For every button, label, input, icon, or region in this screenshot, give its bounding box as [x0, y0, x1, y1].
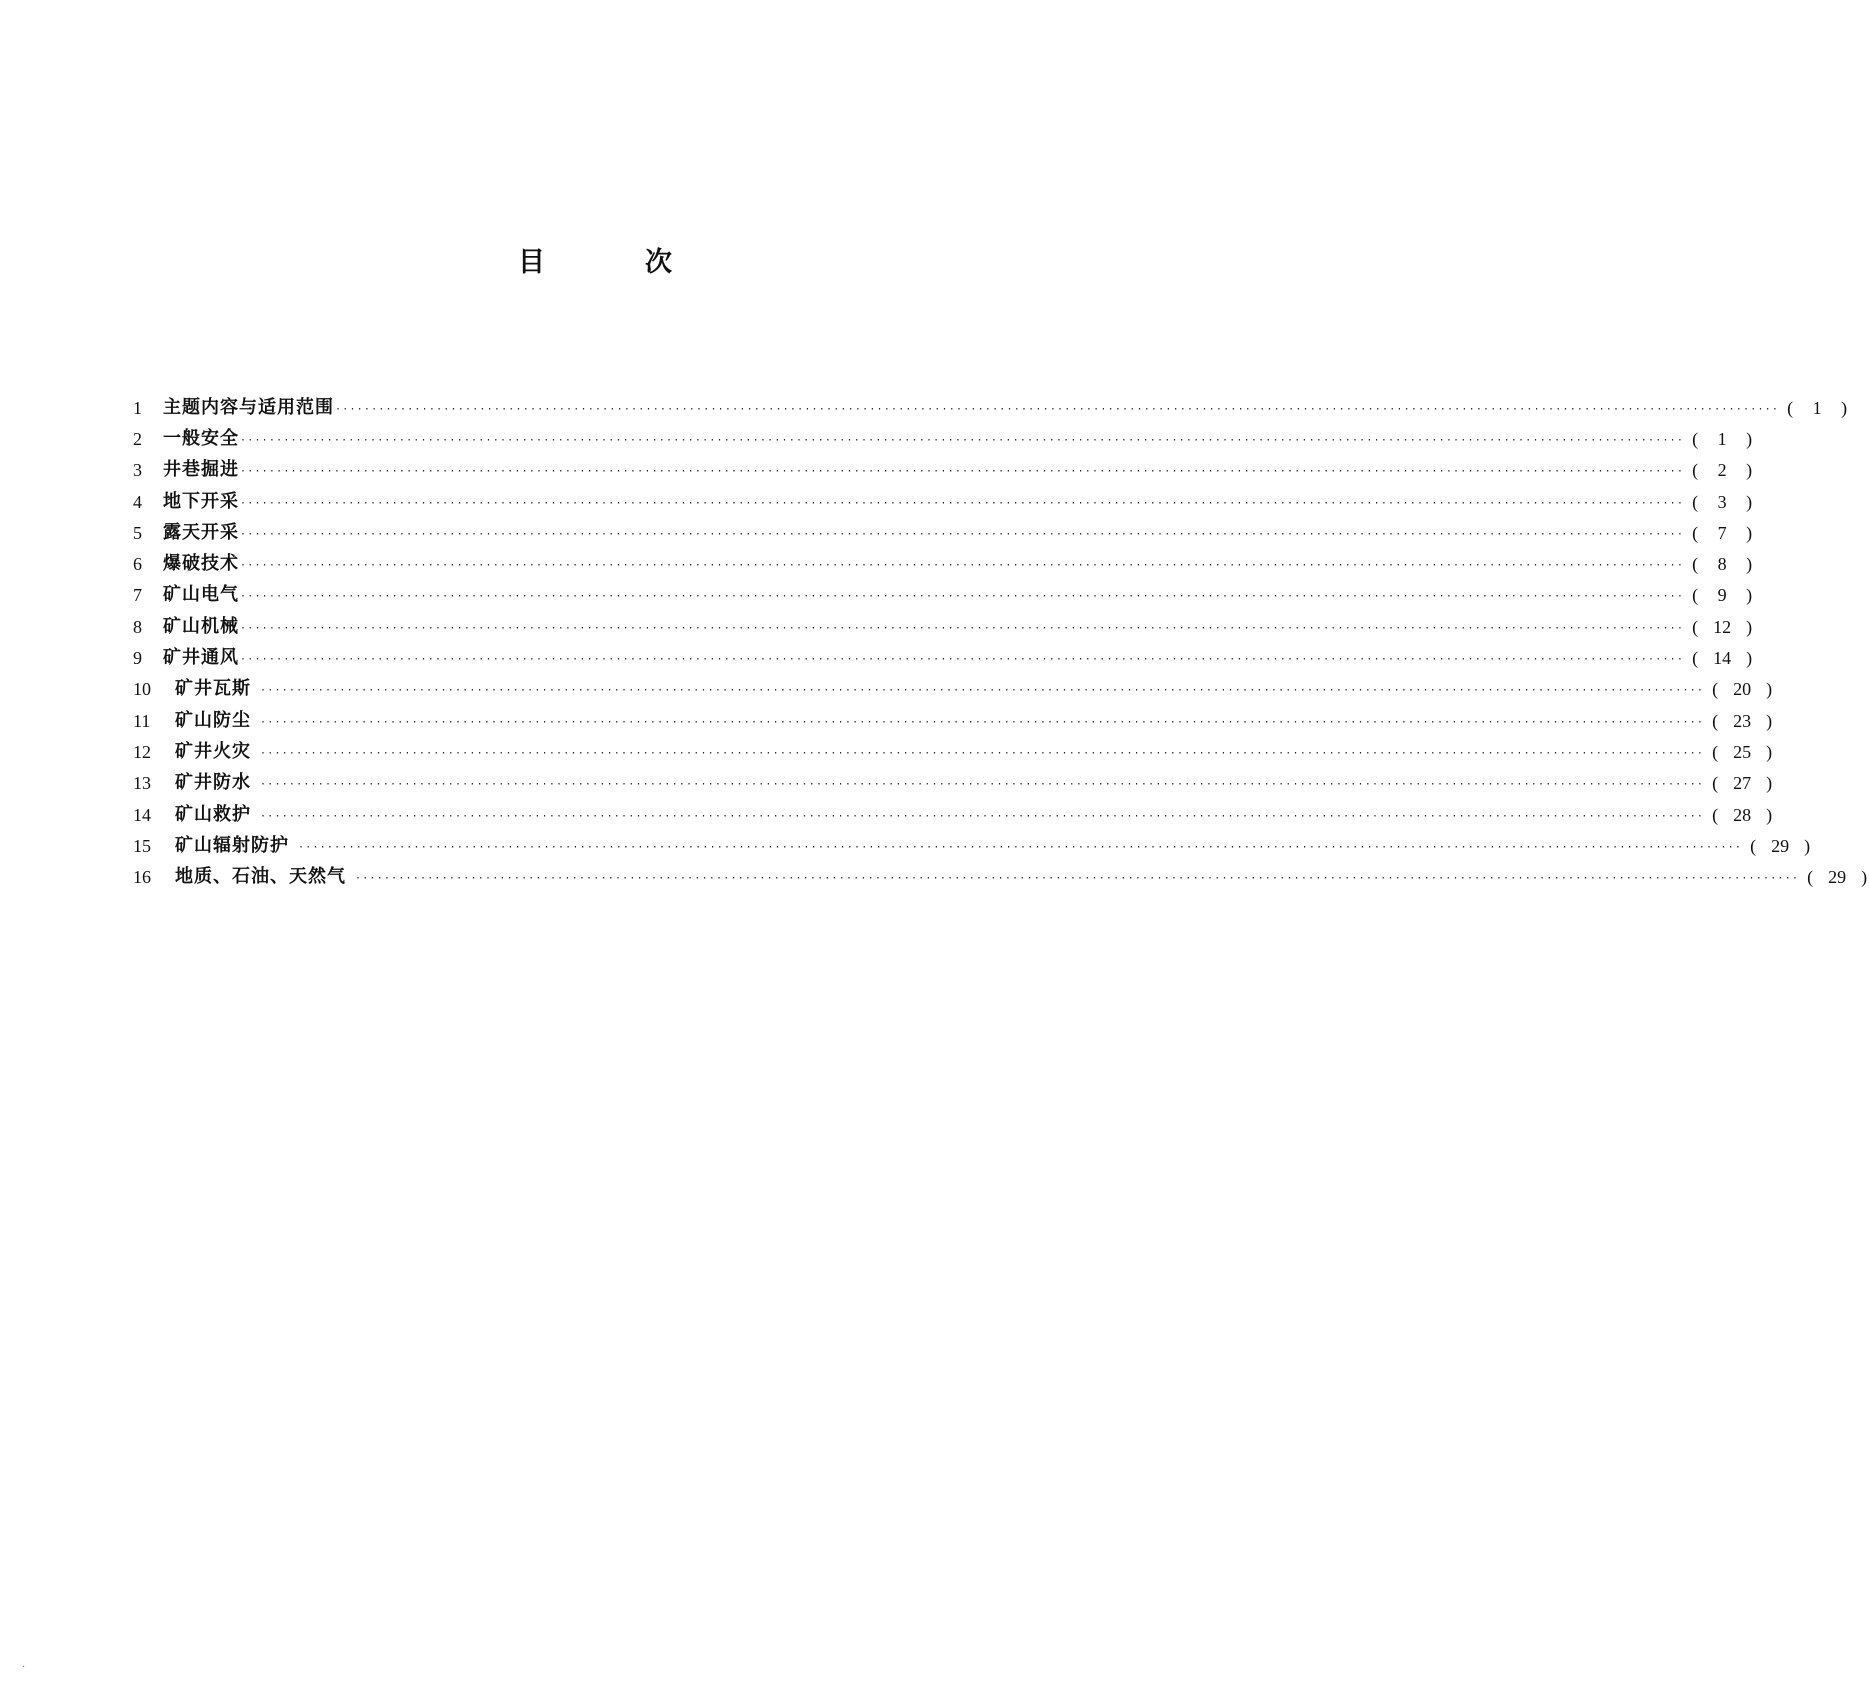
page-number: 23 — [1733, 710, 1752, 731]
page-number: 14 — [1713, 648, 1732, 669]
close-paren: ) — [1746, 616, 1753, 637]
close-paren: ) — [1746, 554, 1753, 575]
dot-leader: ········································································································································································································ — [240, 622, 1685, 634]
close-paren: ) — [1746, 522, 1753, 543]
dot-leader: ········································································································································································································ — [260, 779, 1705, 791]
toc-entry-number: 3 — [133, 460, 142, 481]
dot-leader: ········································································································································································································ — [260, 716, 1705, 728]
page-number: 29 — [1828, 867, 1847, 888]
page-number: 1 — [1812, 397, 1822, 418]
toc-entry-title: 主题内容与适用范围 — [163, 396, 334, 418]
open-paren: ( — [1787, 397, 1794, 418]
toc-entry-number: 11 — [133, 710, 151, 731]
dot-leader: ········································································································································································································ — [240, 434, 1685, 446]
toc-entry-number: 1 — [133, 397, 142, 418]
close-paren: ) — [1746, 585, 1753, 606]
open-paren: ( — [1692, 554, 1699, 575]
toc-entry[interactable] — [133, 517, 1753, 548]
toc-entry-title: 一般安全 — [163, 427, 239, 449]
open-paren: ( — [1712, 741, 1719, 762]
close-paren: ) — [1746, 648, 1753, 669]
page-number: 28 — [1733, 804, 1752, 825]
page-number: 7 — [1717, 522, 1727, 543]
open-paren: ( — [1692, 522, 1699, 543]
toc-entry-number: 13 — [133, 773, 151, 794]
page-number: 12 — [1713, 616, 1732, 637]
close-paren: ) — [1766, 679, 1773, 700]
toc-entry-title: 矿山电气 — [163, 584, 239, 606]
toc-entry[interactable] — [133, 799, 1773, 830]
toc-entry-page — [1690, 522, 1754, 544]
toc-entry-title: 矿山辐射防护 — [175, 834, 289, 856]
toc-entry-page — [1710, 741, 1774, 763]
toc-entry[interactable] — [133, 861, 1868, 892]
open-paren: ( — [1712, 710, 1719, 731]
toc-entry-number: 12 — [133, 741, 151, 762]
toc-entry-page — [1690, 553, 1754, 575]
toc-entry[interactable] — [133, 486, 1753, 517]
toc-entry-page — [1785, 397, 1849, 419]
toc-entry[interactable] — [133, 830, 1811, 861]
close-paren: ) — [1766, 741, 1773, 762]
toc-entry-title: 爆破技术 — [163, 553, 239, 575]
toc-entry-number: 15 — [133, 835, 151, 856]
open-paren: ( — [1692, 648, 1699, 669]
open-paren: ( — [1692, 428, 1699, 449]
toc-entry-title: 矿井瓦斯 — [175, 678, 251, 700]
dot-leader: ········································································································································································································ — [260, 685, 1705, 697]
close-paren: ) — [1746, 428, 1753, 449]
toc-entry-title: 地质、石油、天然气 — [175, 866, 346, 888]
toc-entry-title: 矿井防水 — [175, 772, 251, 794]
title-char-2: 次 — [645, 247, 672, 278]
title-char-1: 目 — [518, 247, 545, 278]
dot-leader: ········································································································································································································ — [260, 810, 1705, 822]
toc-entry[interactable] — [133, 392, 1848, 423]
toc-entry-page — [1690, 584, 1754, 606]
close-paren: ) — [1861, 867, 1868, 888]
toc-entry-number: 6 — [133, 554, 142, 575]
toc-entry-page — [1710, 772, 1774, 794]
dot-leader: ········································································································································································································ — [240, 560, 1685, 572]
toc-entry-number: 16 — [133, 867, 151, 888]
page-number: 25 — [1733, 741, 1752, 762]
toc-entry[interactable] — [133, 642, 1753, 673]
open-paren: ( — [1692, 585, 1699, 606]
toc-entry-page — [1690, 616, 1754, 638]
close-paren: ) — [1766, 804, 1773, 825]
toc-entry-title: 矿井火灾 — [175, 740, 251, 762]
toc-entry-title: 矿山救护 — [175, 803, 251, 825]
close-paren: ) — [1746, 460, 1753, 481]
toc-entry[interactable] — [133, 580, 1753, 611]
toc-entry-number: 9 — [133, 648, 142, 669]
toc-entry-number: 10 — [133, 679, 151, 700]
toc-entry[interactable] — [133, 455, 1753, 486]
page-number: 3 — [1717, 491, 1727, 512]
toc-entry[interactable] — [133, 736, 1773, 767]
open-paren: ( — [1807, 867, 1814, 888]
close-paren: ) — [1746, 491, 1753, 512]
dot-leader: ········································································································································································································ — [240, 466, 1685, 478]
toc-entry-title: 矿山防尘 — [175, 709, 251, 731]
toc-entry[interactable] — [133, 705, 1773, 736]
toc-entry-title: 露天开采 — [163, 521, 239, 543]
open-paren: ( — [1692, 460, 1699, 481]
toc-entry-number: 8 — [133, 616, 142, 637]
dot-leader: ········································································································································································································ — [298, 841, 1743, 853]
open-paren: ( — [1692, 491, 1699, 512]
dot-leader: ········································································································································································································ — [260, 747, 1705, 759]
page-number: 29 — [1771, 835, 1790, 856]
toc-entry-page — [1710, 710, 1774, 732]
close-paren: ) — [1841, 397, 1848, 418]
table-of-contents — [133, 392, 1868, 893]
toc-entry[interactable] — [133, 611, 1753, 642]
page-number: 1 — [1717, 428, 1727, 449]
open-paren: ( — [1712, 679, 1719, 700]
toc-entry-title: 地下开采 — [163, 490, 239, 512]
toc-entry-page — [1748, 835, 1812, 857]
toc-entry-page — [1690, 459, 1754, 481]
toc-entry-number: 4 — [133, 491, 142, 512]
dot-leader: ········································································································································································································ — [240, 654, 1685, 666]
open-paren: ( — [1712, 773, 1719, 794]
close-paren: ) — [1804, 835, 1811, 856]
toc-entry-page — [1690, 491, 1754, 513]
page-number: 20 — [1733, 679, 1752, 700]
page-number: 2 — [1717, 460, 1727, 481]
dot-leader: ········································································································································································································ — [240, 591, 1685, 603]
toc-entry-page — [1805, 866, 1869, 888]
open-paren: ( — [1712, 804, 1719, 825]
dot-leader: ········································································································································································································ — [335, 403, 1780, 415]
toc-entry[interactable] — [133, 674, 1773, 705]
close-paren: ) — [1766, 773, 1773, 794]
toc-entry-page — [1710, 678, 1774, 700]
toc-entry[interactable] — [133, 768, 1773, 799]
toc-entry-title: 矿井通风 — [163, 647, 239, 669]
close-paren: ) — [1766, 710, 1773, 731]
open-paren: ( — [1692, 616, 1699, 637]
page-number: 8 — [1717, 554, 1727, 575]
dot-leader: ········································································································································································································ — [240, 497, 1685, 509]
scan-speck: · — [22, 1662, 26, 1673]
toc-entry-number: 2 — [133, 428, 142, 449]
page-title — [0, 243, 1191, 283]
toc-entry-number: 7 — [133, 585, 142, 606]
toc-entry-title: 井巷掘进 — [163, 459, 239, 481]
toc-entry[interactable] — [133, 423, 1753, 454]
dot-leader: ········································································································································································································ — [355, 873, 1800, 885]
toc-entry-page — [1690, 428, 1754, 450]
toc-entry-number: 5 — [133, 522, 142, 543]
page-number: 9 — [1717, 585, 1727, 606]
toc-entry-title: 矿山机械 — [163, 615, 239, 637]
open-paren: ( — [1750, 835, 1757, 856]
toc-entry-number: 14 — [133, 804, 151, 825]
page-number: 27 — [1733, 773, 1752, 794]
dot-leader: ········································································································································································································ — [240, 528, 1685, 540]
toc-entry[interactable] — [133, 548, 1753, 579]
toc-entry-page — [1690, 647, 1754, 669]
toc-entry-page — [1710, 804, 1774, 826]
